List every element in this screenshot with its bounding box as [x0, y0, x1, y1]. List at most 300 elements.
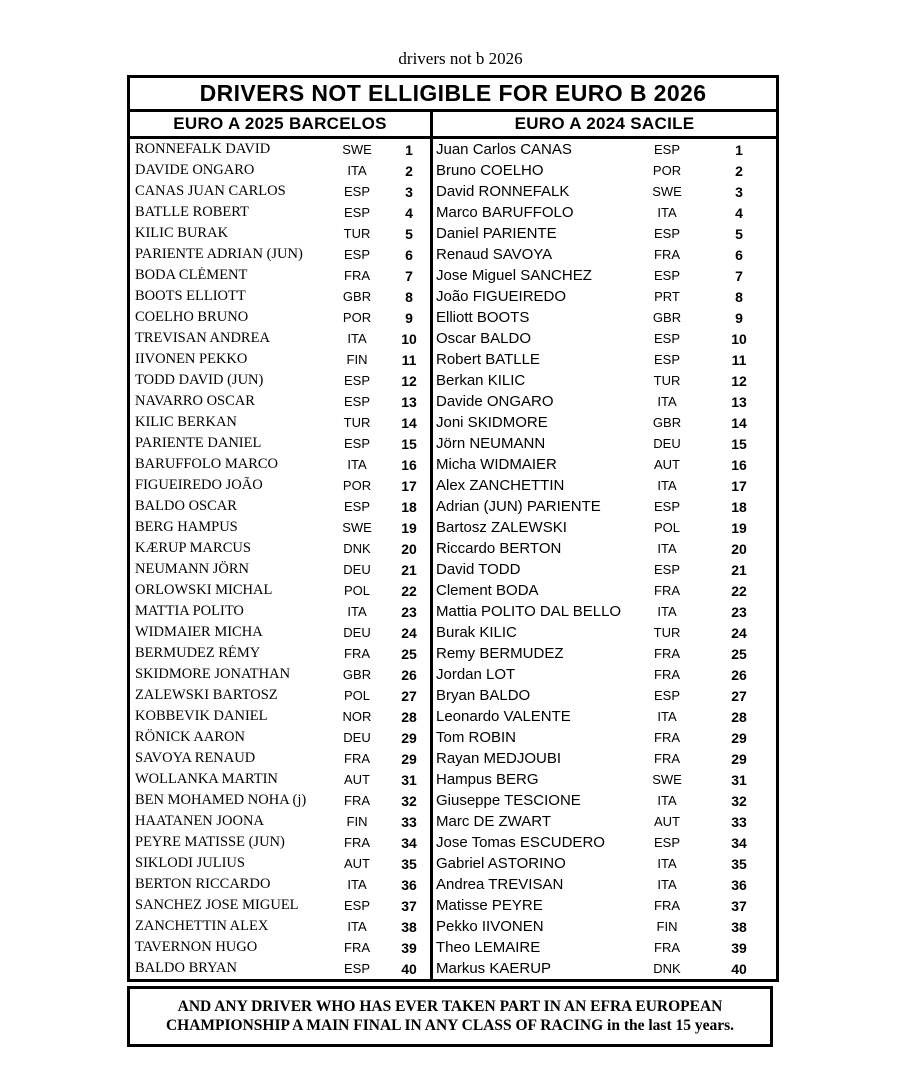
rank-number: 21 [731, 561, 747, 578]
table-row [433, 433, 760, 454]
table-row [130, 412, 430, 433]
rank-number: 18 [401, 498, 417, 515]
table-row [130, 391, 430, 412]
rank-number: 13 [401, 393, 417, 410]
table-row [433, 265, 760, 286]
table-title: DRIVERS NOT ELLIGIBLE FOR EURO B 2026 [130, 78, 776, 112]
country-code: FRA [344, 268, 370, 283]
rank-number: 20 [401, 540, 417, 557]
driver-name: Elliott BOOTS [436, 309, 530, 326]
driver-name: BARUFFOLO MARCO [135, 456, 279, 472]
driver-name: BALDO OSCAR [135, 498, 237, 514]
driver-name: Berkan KILIC [436, 372, 526, 389]
driver-name: Clement BODA [436, 582, 539, 599]
driver-name: Juan Carlos CANAS [436, 141, 572, 158]
country-code: ITA [657, 856, 677, 871]
country-code: SWE [652, 184, 682, 199]
country-code: FIN [656, 919, 678, 934]
country-code: FRA [344, 940, 370, 955]
rank-number: 18 [731, 498, 747, 515]
rank-number: 8 [405, 288, 413, 305]
table-row [130, 160, 430, 181]
rank-number: 20 [731, 540, 747, 557]
rank-number: 38 [401, 918, 417, 935]
rank-number: 38 [731, 918, 747, 935]
rank-number: 35 [731, 855, 747, 872]
table-row [433, 202, 760, 223]
driver-name: IIVONEN PEKKO [135, 351, 248, 367]
table-row [130, 244, 430, 265]
footer-note [127, 986, 773, 1047]
rank-number: 26 [401, 666, 417, 683]
table-row [130, 727, 430, 748]
country-code: AUT [654, 814, 680, 829]
rank-number: 14 [731, 414, 747, 431]
rank-number: 33 [401, 813, 417, 830]
table-row [433, 727, 760, 748]
driver-name: BATLLE ROBERT [135, 204, 249, 220]
driver-name: Remy BERMUDEZ [436, 645, 564, 662]
driver-name: Jose Tomas ESCUDERO [436, 834, 605, 851]
table-row [433, 307, 760, 328]
country-code: FRA [344, 646, 370, 661]
rank-number: 19 [401, 519, 417, 536]
driver-name: PARIENTE DANIEL [135, 435, 262, 451]
driver-name: Micha WIDMAIER [436, 456, 557, 473]
country-code: ITA [347, 457, 367, 472]
table-row [433, 559, 760, 580]
rank-number: 36 [731, 876, 747, 893]
rank-number: 22 [731, 582, 747, 599]
table-row [433, 454, 760, 475]
table-row [433, 391, 760, 412]
rank-number: 40 [731, 960, 747, 977]
table-row [130, 517, 430, 538]
country-code: POR [342, 310, 372, 325]
driver-name: SIKLODI JULIUS [135, 855, 245, 871]
driver-name: Markus KAERUP [436, 960, 552, 977]
driver-name: TREVISAN ANDREA [135, 330, 270, 346]
driver-name: Jordan LOT [436, 666, 516, 683]
rank-number: 6 [735, 246, 743, 263]
table-row [130, 853, 430, 874]
driver-name: Tom ROBIN [436, 729, 517, 746]
driver-name: RONNEFALK DAVID [135, 141, 271, 157]
rank-number: 21 [401, 561, 417, 578]
rank-number: 16 [731, 456, 747, 473]
table-row [130, 664, 430, 685]
rank-number: 4 [735, 204, 743, 221]
country-code: ITA [347, 604, 367, 619]
rank-number: 11 [401, 351, 417, 368]
driver-name: Robert BATLLE [436, 351, 540, 368]
country-code: ESP [653, 499, 680, 514]
country-code: FRA [654, 247, 680, 262]
table-row [130, 370, 430, 391]
rank-number: 8 [735, 288, 743, 305]
rank-number: 28 [731, 708, 747, 725]
rank-number: 6 [405, 246, 413, 263]
country-code: ITA [347, 919, 367, 934]
country-code: DNK [653, 961, 681, 976]
country-code: SWE [342, 142, 372, 157]
rank-number: 9 [735, 309, 743, 326]
country-code: POR [342, 478, 372, 493]
country-code: FRA [654, 751, 680, 766]
country-code: FRA [344, 751, 370, 766]
country-code: TUR [343, 226, 371, 241]
rank-number: 13 [731, 393, 747, 410]
country-code: ESP [343, 961, 370, 976]
table-row [130, 790, 430, 811]
rank-number: 7 [405, 267, 413, 284]
driver-name: Davide ONGARO [436, 393, 554, 410]
table-row [433, 244, 760, 265]
rank-number: 37 [401, 897, 417, 914]
table-row [433, 517, 760, 538]
country-code: ESP [653, 331, 680, 346]
table-row [130, 937, 430, 958]
rank-number: 39 [401, 939, 417, 956]
driver-name: MATTIA POLITO [135, 603, 244, 619]
country-code: ESP [653, 352, 680, 367]
driver-name: BOOTS ELLIOTT [135, 288, 246, 304]
driver-name: João FIGUEIREDO [436, 288, 567, 305]
rank-number: 31 [401, 771, 417, 788]
right-table-header: EURO A 2024 SACILE [514, 114, 695, 133]
table-row [433, 643, 760, 664]
driver-name: NEUMANN JÖRN [135, 561, 249, 577]
driver-name: Hampus BERG [436, 771, 539, 788]
country-code: FRA [344, 835, 370, 850]
rank-number: 23 [731, 603, 747, 620]
country-code: DEU [343, 625, 371, 640]
table-row [433, 286, 760, 307]
rank-number: 27 [401, 687, 417, 704]
rank-number: 4 [405, 204, 413, 221]
driver-name: Pekko IIVONEN [436, 918, 544, 935]
rank-number: 7 [735, 267, 743, 284]
country-code: ESP [343, 373, 370, 388]
country-code: ITA [657, 604, 677, 619]
rank-number: 28 [401, 708, 417, 725]
rank-number: 3 [405, 183, 413, 200]
table-row [130, 223, 430, 244]
driver-name: Daniel PARIENTE [436, 225, 557, 242]
rank-number: 31 [731, 771, 747, 788]
rank-number: 37 [731, 897, 747, 914]
rank-number: 35 [401, 855, 417, 872]
table-row [130, 538, 430, 559]
driver-name: Mattia POLITO DAL BELLO [436, 603, 622, 620]
driver-name: CANAS JUAN CARLOS [135, 183, 286, 199]
driver-name: Theo LEMAIRE [436, 939, 541, 956]
country-code: FRA [344, 793, 370, 808]
table-row [433, 622, 760, 643]
driver-name: BERG HAMPUS [135, 519, 238, 535]
country-code: FIN [346, 352, 368, 367]
rank-number: 29 [731, 729, 747, 746]
table-row [130, 265, 430, 286]
table-row [433, 853, 760, 874]
country-code: FRA [654, 898, 680, 913]
country-code: ESP [653, 226, 680, 241]
country-code: DNK [343, 541, 371, 556]
rank-number: 1 [405, 141, 413, 158]
country-code: FRA [654, 730, 680, 745]
rank-number: 34 [401, 834, 417, 851]
driver-name: Giuseppe TESCIONE [436, 792, 581, 809]
table-row [130, 916, 430, 937]
right-table-rows [433, 139, 776, 979]
table-row [130, 202, 430, 223]
country-code: AUT [654, 457, 680, 472]
country-code: DEU [653, 436, 681, 451]
table-row [433, 769, 760, 790]
country-code: ESP [343, 898, 370, 913]
driver-name: PEYRE MATISSE (JUN) [135, 834, 285, 850]
country-code: AUT [344, 856, 370, 871]
table-row [130, 349, 430, 370]
rank-number: 39 [731, 939, 747, 956]
rank-number: 36 [401, 876, 417, 893]
driver-name: ORLOWSKI MICHAL [135, 582, 273, 598]
driver-name: Alex ZANCHETTIN [436, 477, 565, 494]
driver-name: ZALEWSKI BARTOSZ [135, 687, 278, 703]
table-row [130, 832, 430, 853]
driver-name: SAVOYA RENAUD [135, 750, 256, 766]
driver-name: Bryan BALDO [436, 687, 531, 704]
table-row [433, 790, 760, 811]
country-code: GBR [342, 289, 372, 304]
country-code: ESP [343, 205, 370, 220]
rank-number: 15 [731, 435, 747, 452]
driver-name: Oscar BALDO [436, 330, 532, 347]
country-code: ESP [343, 499, 370, 514]
country-code: GBR [652, 310, 682, 325]
rank-number: 24 [401, 624, 417, 641]
table-row [130, 685, 430, 706]
country-code: FRA [654, 940, 680, 955]
rank-number: 12 [731, 372, 747, 389]
table-row [433, 748, 760, 769]
driver-name: Leonardo VALENTE [436, 708, 571, 725]
driver-name: FIGUEIREDO JOÃO [135, 477, 263, 493]
driver-name: KOBBEVIK DANIEL [135, 708, 268, 724]
driver-name: HAATANEN JOONA [135, 813, 264, 829]
table-row [433, 580, 760, 601]
driver-name: David TODD [436, 561, 521, 578]
country-code: FRA [654, 646, 680, 661]
country-code: GBR [652, 415, 682, 430]
driver-name: Rayan MEDJOUBI [436, 750, 562, 767]
country-code: SWE [342, 520, 372, 535]
country-code: ITA [657, 541, 677, 556]
country-code: ITA [347, 877, 367, 892]
table-row [433, 223, 760, 244]
driver-name: Adrian (JUN) PARIENTE [436, 498, 601, 515]
table-row [433, 937, 760, 958]
driver-name: TODD DAVID (JUN) [135, 372, 264, 388]
table-row [433, 685, 760, 706]
driver-name: KÆRUP MARCUS [135, 540, 251, 556]
country-code: SWE [652, 772, 682, 787]
table-row [130, 307, 430, 328]
driver-name: TAVERNON HUGO [135, 939, 258, 955]
country-code: FRA [654, 667, 680, 682]
driver-name: Bruno COELHO [436, 162, 544, 179]
country-code: PRT [654, 289, 680, 304]
country-code: POL [653, 520, 680, 535]
table-row [130, 559, 430, 580]
driver-name: NAVARRO OSCAR [135, 393, 255, 409]
table-row [130, 475, 430, 496]
driver-name: Riccardo BERTON [436, 540, 562, 557]
rank-number: 19 [731, 519, 747, 536]
table-row [433, 538, 760, 559]
driver-name: SKIDMORE JONATHAN [135, 666, 291, 682]
table-row [130, 286, 430, 307]
rank-number: 23 [401, 603, 417, 620]
table-body [130, 139, 776, 979]
rank-number: 29 [401, 729, 417, 746]
driver-name: BERTON RICCARDO [135, 876, 271, 892]
country-code: ESP [653, 835, 680, 850]
driver-name: WIDMAIER MICHA [135, 624, 263, 640]
country-code: ESP [653, 142, 680, 157]
driver-name: Matisse PEYRE [436, 897, 543, 914]
rank-number: 5 [735, 225, 743, 242]
table-row [433, 664, 760, 685]
country-code: ESP [343, 394, 370, 409]
table-row [433, 811, 760, 832]
country-code: ESP [343, 247, 370, 262]
table-row [130, 811, 430, 832]
drivers-table [127, 75, 779, 982]
rank-number: 3 [735, 183, 743, 200]
table-row [130, 496, 430, 517]
table-row [130, 895, 430, 916]
rank-number: 12 [401, 372, 417, 389]
table-row [433, 349, 760, 370]
rank-number: 11 [731, 351, 747, 368]
table-row [130, 181, 430, 202]
country-code: TUR [653, 373, 681, 388]
country-code: NOR [342, 709, 372, 724]
driver-name: DAVIDE ONGARO [135, 162, 255, 178]
driver-name: COELHO BRUNO [135, 309, 249, 325]
country-code: ITA [657, 394, 677, 409]
table-row [130, 580, 430, 601]
country-code: ITA [347, 163, 367, 178]
table-subheaders [130, 112, 776, 139]
table-row [433, 601, 760, 622]
table-row [433, 475, 760, 496]
driver-name: KILIC BURAK [135, 225, 229, 241]
table-row [130, 328, 430, 349]
country-code: ITA [657, 478, 677, 493]
country-code: ESP [653, 688, 680, 703]
table-row [433, 370, 760, 391]
country-code: ITA [657, 709, 677, 724]
driver-name: BERMUDEZ RÉMY [135, 645, 261, 661]
rank-number: 2 [735, 162, 743, 179]
table-row [433, 832, 760, 853]
table-row [433, 139, 760, 160]
table-row [130, 139, 430, 160]
country-code: ESP [653, 562, 680, 577]
rank-number: 40 [401, 960, 417, 977]
driver-name: Gabriel ASTORINO [436, 855, 566, 872]
table-row [433, 958, 760, 979]
table-row [130, 706, 430, 727]
rank-number: 25 [731, 645, 747, 662]
country-code: GBR [342, 667, 372, 682]
table-row [433, 874, 760, 895]
table-row [130, 601, 430, 622]
rank-number: 32 [731, 792, 747, 809]
rank-number: 14 [401, 414, 417, 431]
country-code: AUT [344, 772, 370, 787]
table-row [433, 706, 760, 727]
country-code: ITA [347, 331, 367, 346]
country-code: FIN [346, 814, 368, 829]
driver-name: Jörn NEUMANN [436, 435, 546, 452]
driver-name: Marco BARUFFOLO [436, 204, 574, 221]
driver-name: PARIENTE ADRIAN (JUN) [135, 246, 303, 262]
driver-name: KILIC BERKAN [135, 414, 237, 430]
driver-name: ZANCHETTIN ALEX [135, 918, 269, 934]
driver-name: Bartosz ZALEWSKI [436, 519, 567, 536]
country-code: POR [652, 163, 682, 178]
driver-name: RÖNICK AARON [135, 729, 245, 745]
table-row [433, 181, 760, 202]
rank-number: 17 [401, 477, 417, 494]
table-row [433, 328, 760, 349]
driver-name: Renaud SAVOYA [436, 246, 553, 263]
rank-number: 1 [735, 141, 743, 158]
table-row [433, 496, 760, 517]
rank-number: 32 [401, 792, 417, 809]
rank-number: 22 [401, 582, 417, 599]
driver-name: BEN MOHAMED NOHA (j) [135, 792, 307, 808]
country-code: TUR [343, 415, 371, 430]
table-row [433, 412, 760, 433]
driver-name: BODA CLÉMENT [135, 267, 248, 283]
country-code: ESP [343, 436, 370, 451]
left-table-rows [130, 139, 433, 979]
table-row [130, 748, 430, 769]
table-row [130, 643, 430, 664]
left-table-header: EURO A 2025 BARCELOS [130, 112, 433, 136]
driver-name: Marc DE ZWART [436, 813, 551, 830]
country-code: DEU [343, 730, 371, 745]
driver-name: BALDO BRYAN [135, 960, 237, 976]
table-row [130, 958, 430, 979]
country-code: ITA [657, 205, 677, 220]
table-row [130, 454, 430, 475]
table-row [130, 622, 430, 643]
country-code: ITA [657, 877, 677, 892]
footer-line-2: CHAMPIONSHIP A MAIN FINAL IN ANY CLASS OF RACING in the last 15 years. [165, 1017, 735, 1034]
driver-name: Andrea TREVISAN [436, 876, 564, 893]
rank-number: 29 [731, 750, 747, 767]
country-code: FRA [654, 583, 680, 598]
table-row [433, 160, 760, 181]
rank-number: 24 [731, 624, 747, 641]
driver-name: Jose Miguel SANCHEZ [436, 267, 592, 284]
rank-number: 10 [401, 330, 417, 347]
